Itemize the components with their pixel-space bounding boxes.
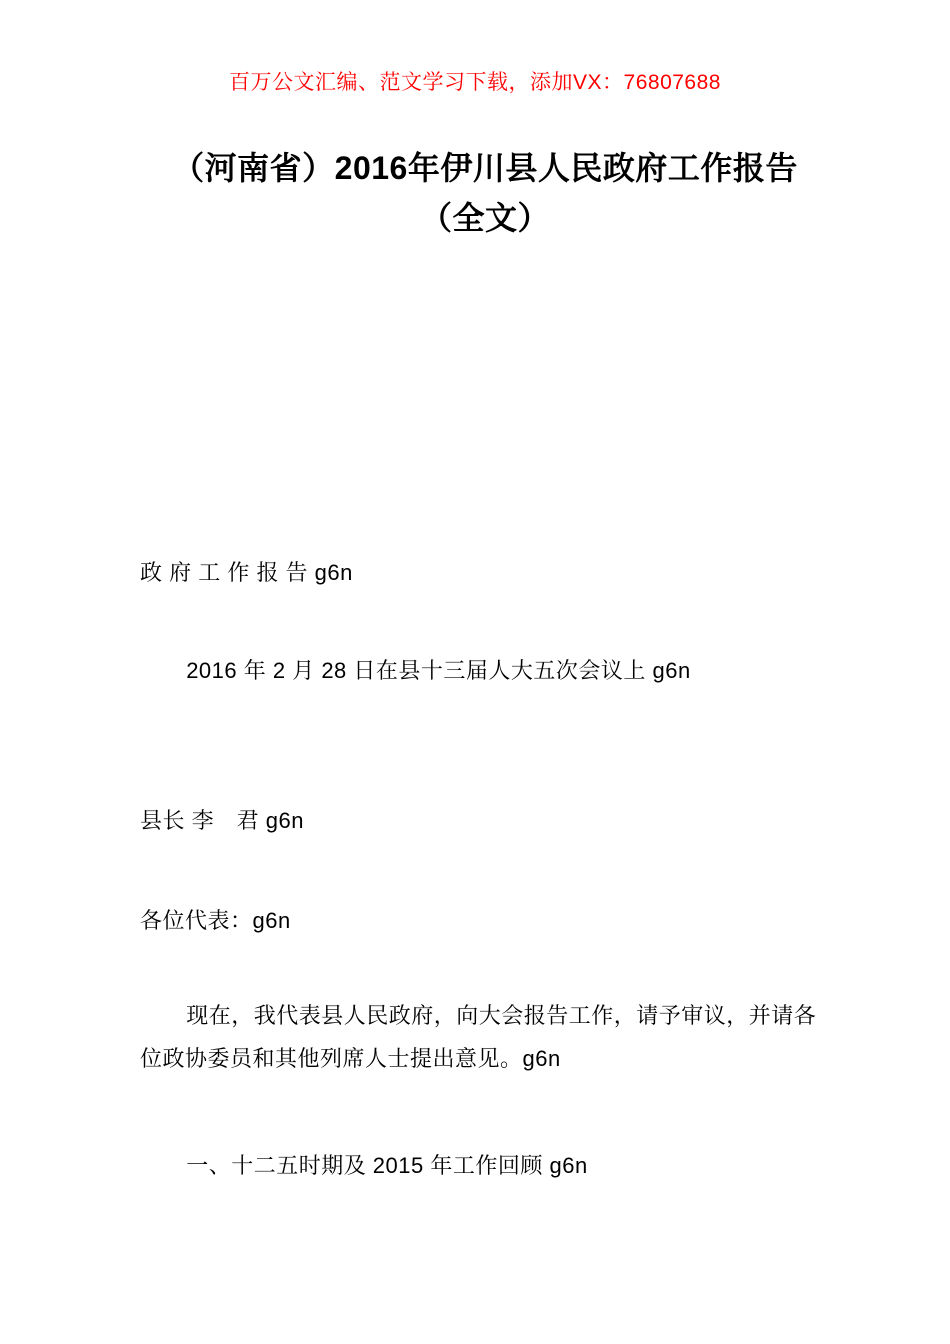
salutation: 各位代表：g6n: [140, 908, 291, 933]
section-one-heading: 一、十二五时期及 2015 年工作回顾 g6n: [186, 1153, 588, 1178]
meeting-info: 2016 年 2 月 28 日在县十三届人大五次会议上 g6n: [186, 658, 691, 683]
speaker-line: 县长 李 君 g6n: [140, 808, 304, 833]
opening-paragraph: 现在，我代表县人民政府，向大会报告工作，请予审议，并请各位政协委员和其他列席人士提出意见。g6n: [140, 1003, 817, 1071]
page-title: （河南省）2016年伊川县人民政府工作报告（全文）: [172, 150, 798, 236]
report-heading: 政 府 工 作 报 告 g6n: [140, 560, 353, 585]
watermark-text: 百万公文汇编、范文学习下载，添加VX：76807688: [229, 71, 721, 94]
